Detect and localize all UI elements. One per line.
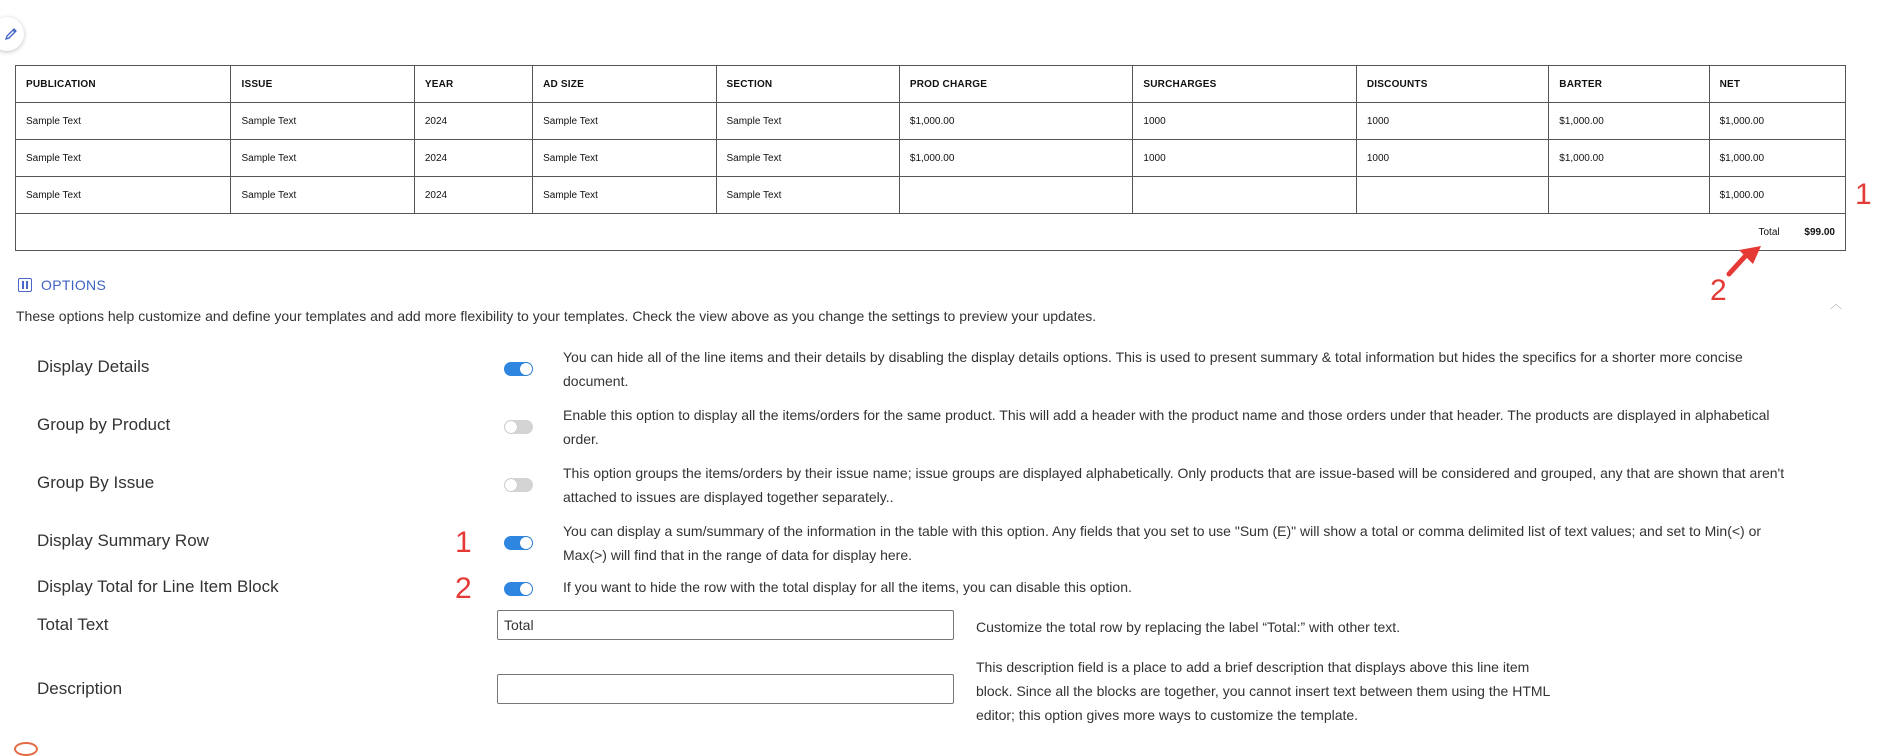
col-header: SECTION: [716, 66, 899, 103]
table-cell: Sample Text: [716, 103, 899, 140]
display-summary-row-description: You can display a sum/summary of the information in the table with this option. Any fields that you set to use "Sum (E)" will show a total or comma delimited list of text values; and set to Min(<) or Max(>) will find that in the range of data for display here.: [563, 523, 1762, 563]
table-cell: $1,000.00: [1549, 103, 1709, 140]
group-by-issue-description: This option groups the items/orders by their issue name; issue groups are displayed alphabetically. Only products that are issue-based will be considered and grouped, any that are shown that aren't attached to issues are displayed together separately..: [563, 465, 1785, 505]
description-help-line: editor; this option gives more ways to customize the template.: [976, 707, 1359, 723]
table-cell: Sample Text: [716, 140, 899, 177]
chevron-up-icon[interactable]: ︿: [1830, 297, 1843, 311]
col-header: NET: [1709, 66, 1845, 103]
table-cell: Sample Text: [533, 140, 716, 177]
annotation-marker-1: 1: [1855, 178, 1872, 211]
col-header: ISSUE: [231, 66, 414, 103]
table-cell: 1000: [1133, 140, 1356, 177]
col-header: YEAR: [414, 66, 532, 103]
display-total-toggle[interactable]: [504, 582, 533, 596]
table-cell: Sample Text: [16, 103, 231, 140]
col-header: PUBLICATION: [16, 66, 231, 103]
options-title: OPTIONS: [41, 277, 107, 293]
options-section-header[interactable]: [18, 277, 106, 293]
col-header: SURCHARGES: [1133, 66, 1356, 103]
total-text-description: Customize the total row by replacing the label “Total:” with other text.: [976, 619, 1401, 635]
col-header: DISCOUNTS: [1356, 66, 1548, 103]
total-cell: [16, 214, 1846, 251]
line-items-table: [15, 65, 1846, 251]
table-cell: Sample Text: [16, 140, 231, 177]
total-value: $99.00: [1804, 226, 1835, 238]
table-cell: $1,000.00: [1709, 103, 1845, 140]
description-help-line: block. Since all the blocks are together, you cannot insert text between them using the HTML: [976, 683, 1551, 699]
group-by-issue-toggle[interactable]: [504, 478, 533, 492]
table-cell: 2024: [414, 140, 532, 177]
col-header: PROD CHARGE: [899, 66, 1133, 103]
table-cell: Sample Text: [231, 177, 414, 214]
edit-button[interactable]: [0, 17, 24, 51]
options-intro: These options help customize and define your templates and add more flexibility to your templates. Check the view above as you change the settings to preview your updates.: [16, 308, 1097, 324]
col-header: AD SIZE: [533, 66, 716, 103]
display-details-toggle[interactable]: [504, 362, 533, 376]
annotation-marker-2: 2: [1710, 274, 1727, 307]
group-by-issue-label: Group By Issue: [37, 473, 155, 492]
table-cell: $1,000.00: [899, 140, 1133, 177]
table-cell: $1,000.00: [1549, 140, 1709, 177]
table-cell: Sample Text: [16, 177, 231, 214]
table-cell: $1,000.00: [899, 103, 1133, 140]
display-summary-row-toggle[interactable]: [504, 536, 533, 550]
description-help-line: This description field is a place to add a brief description that displays above this line item: [976, 659, 1530, 675]
annotation-arrow-icon: [1725, 238, 1765, 278]
table-cell: $1,000.00: [1709, 140, 1845, 177]
sliders-icon: [18, 278, 32, 292]
table-cell: 2024: [414, 103, 532, 140]
display-summary-row-label: Display Summary Row: [37, 531, 209, 550]
table-header-row: [16, 66, 1846, 103]
annotation-marker-1: 1: [455, 526, 472, 559]
total-row: [16, 214, 1846, 251]
table-cell: 1000: [1133, 103, 1356, 140]
table-row: [16, 140, 1846, 177]
description-input[interactable]: [497, 674, 954, 704]
pencil-icon: [4, 27, 18, 41]
group-by-product-description: Enable this option to display all the items/orders for the same product. This will add a header with the product name and those orders under that header. The products are displayed in alphabetical order.: [563, 407, 1770, 447]
description-label: Description: [37, 679, 123, 698]
display-total-description: If you want to hide the row with the total display for all the items, you can disable this option.: [563, 579, 1132, 595]
display-details-label: Display Details: [37, 357, 150, 376]
display-total-label: Display Total for Line Item Block: [37, 577, 279, 596]
table-cell: [1549, 177, 1709, 214]
description-help-text: [976, 655, 1550, 727]
table-cell: 2024: [414, 177, 532, 214]
total-label: Total: [1758, 226, 1780, 238]
annotation-marker-2: 2: [455, 572, 472, 605]
col-header: BARTER: [1549, 66, 1709, 103]
table-row: [16, 177, 1846, 214]
table-cell: Sample Text: [533, 177, 716, 214]
table-cell: Sample Text: [231, 140, 414, 177]
display-details-description: You can hide all of the line items and their details by disabling the display details options. This is used to present summary & total information but hides the specifics for a shorter more concise document.: [563, 349, 1743, 389]
table-cell: Sample Text: [231, 103, 414, 140]
table-cell: [899, 177, 1133, 214]
table-cell: $1,000.00: [1709, 177, 1845, 214]
table-cell: 1000: [1356, 140, 1548, 177]
group-by-product-label: Group by Product: [37, 415, 171, 434]
table-row: [16, 103, 1846, 140]
table-cell: Sample Text: [716, 177, 899, 214]
table-cell: 1000: [1356, 103, 1548, 140]
group-by-product-toggle[interactable]: [504, 420, 533, 434]
table-cell: [1133, 177, 1356, 214]
next-section-icon: [14, 742, 38, 756]
table-cell: Sample Text: [533, 103, 716, 140]
total-text-label: Total Text: [37, 615, 109, 634]
total-text-input[interactable]: [497, 610, 954, 640]
table-cell: [1356, 177, 1548, 214]
